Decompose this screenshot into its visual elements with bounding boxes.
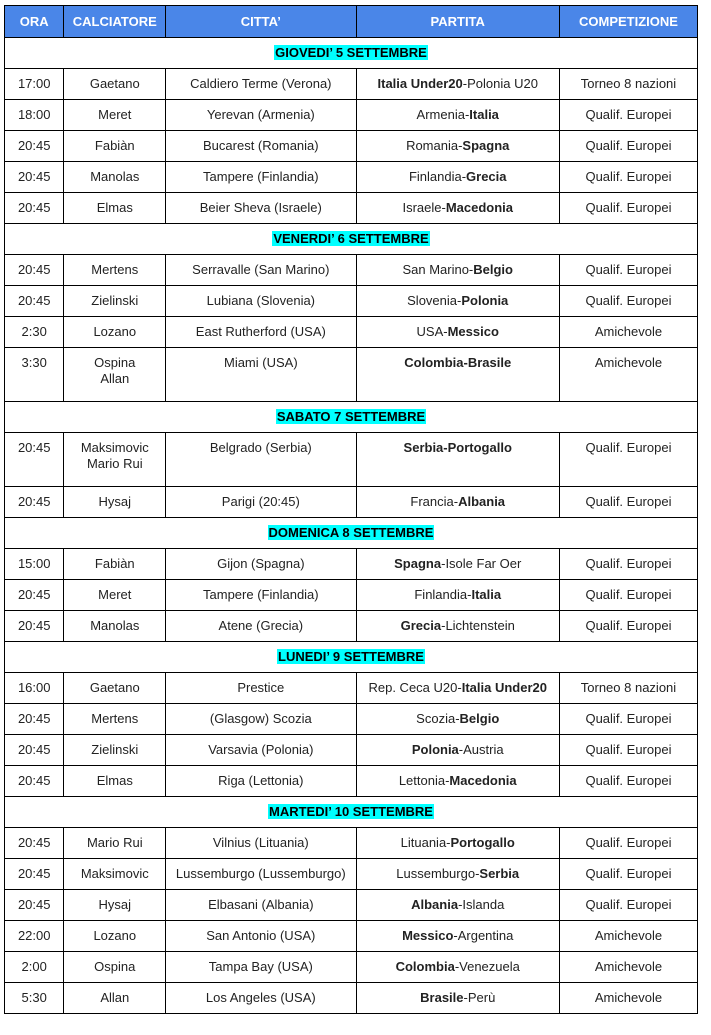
cell-ora: 20:45: [5, 487, 64, 518]
cell-calciatore: [64, 766, 166, 797]
match-team: -Argentina: [453, 928, 514, 943]
player-name: Mario Rui: [86, 835, 143, 850]
cell-citta: San Antonio (USA): [166, 921, 356, 952]
cell-partita: [356, 859, 559, 890]
match-team: -Venezuela: [454, 959, 520, 974]
match-team: Armenia-: [416, 107, 470, 122]
match-team-bold: Belgio: [459, 711, 500, 726]
cell-citta: Parigi (20:45): [166, 487, 356, 518]
match-team: Finlandia-: [408, 169, 467, 184]
cell-competizione: Qualif. Europei: [559, 193, 697, 224]
cell-citta: Elbasani (Albania): [166, 890, 356, 921]
player-name: Elmas: [96, 200, 133, 215]
cell-competizione: Qualif. Europei: [559, 611, 697, 642]
cell-competizione: Qualif. Europei: [559, 255, 697, 286]
player-name: Meret: [98, 107, 132, 122]
match-team-bold: Spagna: [394, 556, 442, 571]
cell-calciatore: [64, 286, 166, 317]
cell-partita: [356, 100, 559, 131]
cell-calciatore: [64, 162, 166, 193]
cell-competizione: Qualif. Europei: [559, 766, 697, 797]
schedule-table: [4, 5, 698, 1014]
match-team: -Polonia U20: [462, 76, 538, 91]
match-team: -Islanda: [458, 897, 505, 912]
cell-competizione: Qualif. Europei: [559, 433, 697, 487]
player-name: Maksimovic: [80, 440, 149, 455]
table-body: [5, 38, 698, 1014]
cell-calciatore: [64, 348, 166, 402]
player-name: Mario Rui: [86, 456, 143, 471]
cell-competizione: Qualif. Europei: [559, 828, 697, 859]
cell-partita: [356, 611, 559, 642]
cell-ora: 20:45: [5, 131, 64, 162]
day-header-row: [5, 38, 698, 69]
cell-ora: 16:00: [5, 673, 64, 704]
cell-competizione: Qualif. Europei: [559, 704, 697, 735]
day-header-cell: [5, 642, 698, 673]
cell-citta: Atene (Grecia): [166, 611, 356, 642]
cell-partita: [356, 549, 559, 580]
player-name: Gaetano: [89, 76, 140, 91]
player-name: Mertens: [91, 711, 139, 726]
match-team: Israele-: [402, 200, 446, 215]
cell-citta: Tampere (Finlandia): [166, 580, 356, 611]
match-team: -Austria: [458, 742, 504, 757]
match-team-bold: Spagna: [462, 138, 510, 153]
player-name: Zielinski: [91, 293, 139, 308]
table-row: [5, 611, 698, 642]
table-row: [5, 828, 698, 859]
cell-ora: 20:45: [5, 193, 64, 224]
cell-ora: 18:00: [5, 100, 64, 131]
match-team: Lituania-: [400, 835, 451, 850]
match-team-bold: Messico: [447, 324, 499, 339]
table-header: [5, 6, 698, 38]
table-row: [5, 704, 698, 735]
cell-citta: Belgrado (Serbia): [166, 433, 356, 487]
cell-ora: 2:30: [5, 317, 64, 348]
cell-competizione: Amichevole: [559, 952, 697, 983]
day-label: MARTEDI’ 10 SETTEMBRE: [269, 804, 433, 819]
table-row: [5, 983, 698, 1014]
cell-citta: Yerevan (Armenia): [166, 100, 356, 131]
player-name: Mertens: [91, 262, 139, 277]
match-team: -Lichtenstein: [441, 618, 515, 633]
player-name: Lozano: [93, 324, 137, 339]
player-name: Maksimovic: [80, 866, 149, 881]
table-row: [5, 487, 698, 518]
match-team-bold: Serbia-Portogallo: [403, 440, 512, 455]
cell-citta: (Glasgow) Scozia: [166, 704, 356, 735]
match-team: Lettonia-: [398, 773, 450, 788]
player-name: Ospina: [94, 355, 136, 370]
match-team: Scozia-: [416, 711, 460, 726]
cell-partita: [356, 286, 559, 317]
cell-calciatore: [64, 100, 166, 131]
cell-partita: [356, 704, 559, 735]
player-name: Lozano: [93, 928, 137, 943]
header-competizione: COMPETIZIONE: [559, 6, 697, 38]
day-header-row: [5, 518, 698, 549]
cell-competizione: Qualif. Europei: [559, 162, 697, 193]
match-team-bold: Macedonia: [445, 200, 513, 215]
cell-ora: 20:45: [5, 286, 64, 317]
cell-citta: Varsavia (Polonia): [166, 735, 356, 766]
cell-calciatore: [64, 921, 166, 952]
cell-ora: 20:45: [5, 162, 64, 193]
day-header-cell: [5, 518, 698, 549]
cell-citta: East Rutherford (USA): [166, 317, 356, 348]
cell-citta: Prestice: [166, 673, 356, 704]
player-name: Ospina: [94, 959, 136, 974]
cell-partita: [356, 890, 559, 921]
header-citta: CITTA’: [166, 6, 356, 38]
match-team-bold: Colombia: [395, 959, 455, 974]
day-header-cell: [5, 797, 698, 828]
table-row: [5, 317, 698, 348]
player-name: Hysaj: [98, 897, 132, 912]
day-header-row: [5, 642, 698, 673]
cell-partita: [356, 766, 559, 797]
cell-ora: 20:45: [5, 735, 64, 766]
cell-citta: Serravalle (San Marino): [166, 255, 356, 286]
header-ora: ORA: [5, 6, 64, 38]
cell-partita: [356, 673, 559, 704]
cell-calciatore: [64, 704, 166, 735]
cell-ora: 20:45: [5, 766, 64, 797]
cell-ora: 20:45: [5, 828, 64, 859]
cell-ora: 22:00: [5, 921, 64, 952]
cell-competizione: Qualif. Europei: [559, 890, 697, 921]
cell-calciatore: [64, 983, 166, 1014]
match-team-bold: Serbia: [479, 866, 520, 881]
cell-partita: [356, 487, 559, 518]
table-row: [5, 255, 698, 286]
cell-calciatore: [64, 611, 166, 642]
cell-ora: 2:00: [5, 952, 64, 983]
cell-ora: 20:45: [5, 255, 64, 286]
cell-partita: [356, 348, 559, 402]
table-row: [5, 348, 698, 402]
header-partita: PARTITA: [356, 6, 559, 38]
table-row: [5, 131, 698, 162]
cell-ora: 20:45: [5, 611, 64, 642]
cell-ora: 20:45: [5, 704, 64, 735]
header-calciatore: CALCIATORE: [64, 6, 166, 38]
cell-calciatore: [64, 890, 166, 921]
cell-ora: 20:45: [5, 433, 64, 487]
cell-competizione: Torneo 8 nazioni: [559, 673, 697, 704]
match-team-bold: Macedonia: [449, 773, 517, 788]
match-team-bold: Belgio: [473, 262, 513, 277]
day-label: SABATO 7 SETTEMBRE: [276, 409, 426, 424]
player-name: Allan: [100, 990, 130, 1005]
cell-calciatore: [64, 735, 166, 766]
cell-partita: [356, 162, 559, 193]
cell-ora: 5:30: [5, 983, 64, 1014]
match-team: Romania-: [406, 138, 463, 153]
cell-calciatore: [64, 317, 166, 348]
match-team-bold: Colombia-Brasile: [404, 355, 512, 370]
match-team-bold: Polonia: [411, 742, 459, 757]
match-team: Francia-: [410, 494, 459, 509]
cell-competizione: Qualif. Europei: [559, 859, 697, 890]
cell-partita: [356, 433, 559, 487]
match-team: Slovenia-: [407, 293, 462, 308]
cell-ora: 15:00: [5, 549, 64, 580]
match-team-bold: Grecia: [466, 169, 507, 184]
cell-competizione: Qualif. Europei: [559, 100, 697, 131]
table-row: [5, 673, 698, 704]
match-team-bold: Italia: [471, 587, 502, 602]
cell-citta: Los Angeles (USA): [166, 983, 356, 1014]
cell-citta: Bucarest (Romania): [166, 131, 356, 162]
player-name: Fabiàn: [94, 138, 135, 153]
cell-partita: [356, 735, 559, 766]
cell-partita: [356, 952, 559, 983]
cell-partita: [356, 69, 559, 100]
cell-calciatore: [64, 255, 166, 286]
player-name: Hysaj: [98, 494, 132, 509]
cell-competizione: Torneo 8 nazioni: [559, 69, 697, 100]
match-team: USA-: [416, 324, 448, 339]
table-row: [5, 286, 698, 317]
cell-citta: Tampa Bay (USA): [166, 952, 356, 983]
player-name: Meret: [98, 587, 132, 602]
cell-partita: [356, 580, 559, 611]
match-team-bold: Polonia: [461, 293, 509, 308]
match-team-bold: Messico: [402, 928, 454, 943]
player-name: Allan: [100, 371, 130, 386]
day-header-cell: [5, 224, 698, 255]
player-name: Elmas: [96, 773, 133, 788]
cell-competizione: Amichevole: [559, 317, 697, 348]
cell-calciatore: [64, 952, 166, 983]
player-name: Manolas: [90, 618, 140, 633]
day-header-row: [5, 797, 698, 828]
cell-competizione: Qualif. Europei: [559, 580, 697, 611]
cell-calciatore: [64, 828, 166, 859]
table-row: [5, 193, 698, 224]
match-team-bold: Italia Under20: [377, 76, 463, 91]
table-row: [5, 952, 698, 983]
day-label: LUNEDI’ 9 SETTEMBRE: [278, 649, 424, 664]
table-row: [5, 859, 698, 890]
match-team: San Marino-: [402, 262, 474, 277]
cell-competizione: Amichevole: [559, 348, 697, 402]
match-team: -Perù: [463, 990, 496, 1005]
day-header-row: [5, 402, 698, 433]
table-row: [5, 766, 698, 797]
match-team: -Isole Far Oer: [441, 556, 522, 571]
table-row: [5, 100, 698, 131]
cell-partita: [356, 193, 559, 224]
cell-ora: 3:30: [5, 348, 64, 402]
table-row: [5, 735, 698, 766]
cell-partita: [356, 983, 559, 1014]
cell-citta: Beier Sheva (Israele): [166, 193, 356, 224]
match-team-bold: Albania: [458, 494, 506, 509]
table-row: [5, 69, 698, 100]
cell-citta: Lubiana (Slovenia): [166, 286, 356, 317]
player-name: Fabiàn: [94, 556, 135, 571]
cell-partita: [356, 828, 559, 859]
table-row: [5, 162, 698, 193]
player-name: Zielinski: [91, 742, 139, 757]
match-team: Rep. Ceca U20-: [368, 680, 462, 695]
cell-calciatore: [64, 487, 166, 518]
cell-calciatore: [64, 131, 166, 162]
cell-competizione: Qualif. Europei: [559, 549, 697, 580]
cell-competizione: Qualif. Europei: [559, 131, 697, 162]
cell-partita: [356, 921, 559, 952]
cell-calciatore: [64, 549, 166, 580]
cell-calciatore: [64, 193, 166, 224]
day-label: DOMENICA 8 SETTEMBRE: [268, 525, 434, 540]
table-row: [5, 580, 698, 611]
cell-calciatore: [64, 859, 166, 890]
cell-competizione: Amichevole: [559, 983, 697, 1014]
day-header-cell: [5, 402, 698, 433]
cell-calciatore: [64, 580, 166, 611]
match-team-bold: Italia Under20: [461, 680, 547, 695]
cell-citta: Miami (USA): [166, 348, 356, 402]
cell-citta: Vilnius (Lituania): [166, 828, 356, 859]
cell-competizione: Qualif. Europei: [559, 735, 697, 766]
cell-calciatore: [64, 433, 166, 487]
match-team-bold: Italia: [469, 107, 499, 122]
day-label: GIOVEDI’ 5 SETTEMBRE: [275, 45, 427, 60]
table-row: [5, 890, 698, 921]
cell-ora: 20:45: [5, 859, 64, 890]
match-team: Finlandia-: [414, 587, 472, 602]
match-team-bold: Albania: [411, 897, 459, 912]
cell-citta: Tampere (Finlandia): [166, 162, 356, 193]
cell-competizione: Qualif. Europei: [559, 487, 697, 518]
cell-partita: [356, 131, 559, 162]
table-row: [5, 549, 698, 580]
cell-competizione: Qualif. Europei: [559, 286, 697, 317]
cell-partita: [356, 317, 559, 348]
cell-competizione: Amichevole: [559, 921, 697, 952]
table-row: [5, 433, 698, 487]
day-header-row: [5, 224, 698, 255]
cell-ora: 20:45: [5, 580, 64, 611]
match-team-bold: Brasile: [420, 990, 464, 1005]
player-name: Manolas: [90, 169, 140, 184]
cell-ora: 20:45: [5, 890, 64, 921]
cell-citta: Lussemburgo (Lussemburgo): [166, 859, 356, 890]
match-team: Lussemburgo-: [396, 866, 480, 881]
match-team-bold: Portogallo: [450, 835, 515, 850]
cell-citta: Riga (Lettonia): [166, 766, 356, 797]
match-team-bold: Grecia: [400, 618, 442, 633]
day-label: VENERDI’ 6 SETTEMBRE: [273, 231, 429, 246]
cell-partita: [356, 255, 559, 286]
cell-citta: Caldiero Terme (Verona): [166, 69, 356, 100]
day-header-cell: [5, 38, 698, 69]
cell-calciatore: [64, 69, 166, 100]
player-name: Gaetano: [89, 680, 140, 695]
table-row: [5, 921, 698, 952]
cell-ora: 17:00: [5, 69, 64, 100]
cell-citta: Gijon (Spagna): [166, 549, 356, 580]
cell-calciatore: [64, 673, 166, 704]
